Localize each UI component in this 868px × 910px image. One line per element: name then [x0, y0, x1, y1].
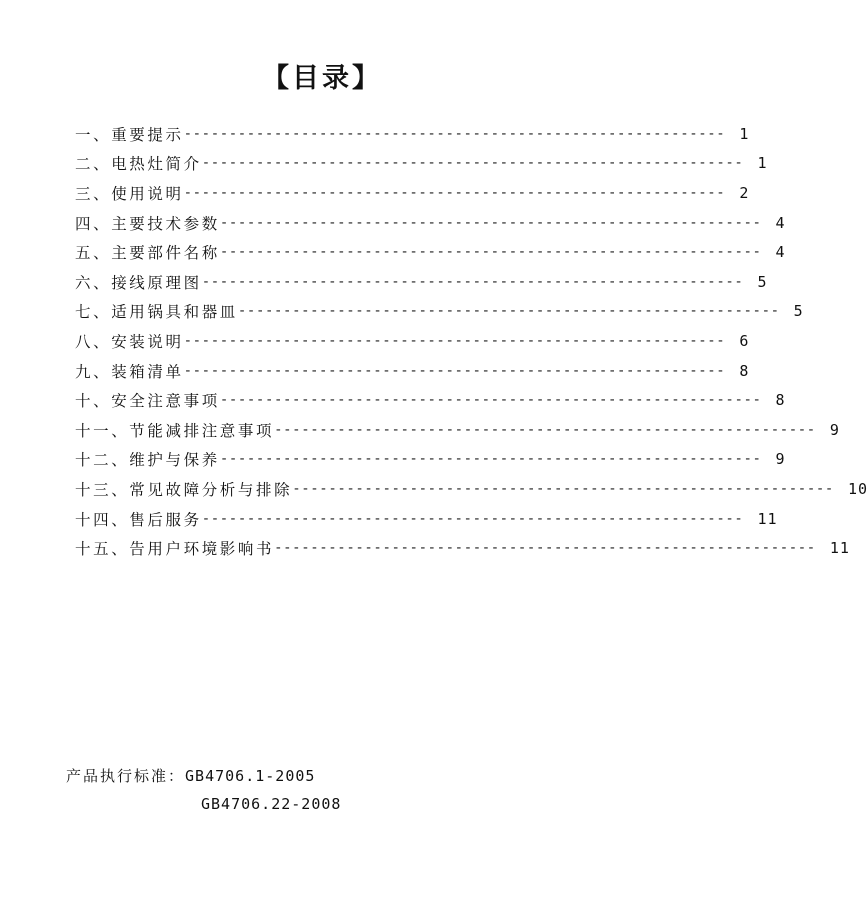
standard-code: GB4706.1-2005: [185, 767, 316, 785]
toc-entry: [75, 149, 768, 179]
toc-entry-page: 9: [829, 420, 840, 439]
toc-dot-leader: ------------------------------------------------------------: [183, 184, 726, 201]
toc-entry-label: 三、使用说明: [75, 184, 184, 203]
toc-entry-page: 4: [775, 213, 786, 232]
toc-entry-page: 10: [847, 479, 868, 498]
toc-dot-leader: ------------------------------------------------------------: [219, 214, 762, 231]
toc-entry-page: 1: [739, 124, 750, 143]
toc-entry: [75, 178, 750, 208]
toc-entry-page: 11: [829, 539, 850, 558]
toc-entry: [75, 533, 850, 563]
toc-entry: [75, 445, 786, 475]
standard-code: GB4706.22-2008: [201, 795, 342, 813]
toc-dot-leader: ------------------------------------------------------------: [183, 125, 726, 142]
toc-entry-label: 四、主要技术参数: [75, 214, 220, 233]
toc-entry-label: 八、安装说明: [75, 332, 184, 351]
toc-entry-label: 十、安全注意事项: [75, 392, 220, 411]
toc-dot-leader: ------------------------------------------------------------: [201, 273, 744, 290]
standard-line: [66, 790, 341, 818]
product-standard: [66, 762, 341, 818]
toc-entry: [75, 385, 786, 415]
toc-entry: [75, 326, 750, 356]
toc-entry-label: 十五、告用户环境影响书: [75, 540, 275, 559]
toc-dot-leader: ------------------------------------------------------------: [183, 362, 726, 379]
toc-entry-page: 5: [793, 302, 804, 321]
toc-entry-label: 十二、维护与保养: [75, 451, 220, 470]
toc-entry-page: 2: [739, 183, 750, 202]
toc-entry-page: 9: [775, 450, 786, 469]
toc-dot-leader: ------------------------------------------------------------: [219, 392, 762, 409]
standard-line: [66, 762, 341, 790]
toc-entry: [75, 504, 778, 534]
toc-dot-leader: ------------------------------------------------------------: [274, 421, 816, 438]
toc-entry: [75, 415, 840, 445]
toc-entry: [75, 208, 786, 238]
toc-entry: [75, 267, 768, 297]
toc-entry-label: 十一、节能减排注意事项: [75, 421, 275, 440]
toc-entry-page: 6: [739, 331, 750, 350]
toc-dot-leader: ------------------------------------------------------------: [183, 332, 726, 349]
toc-dot-leader: ------------------------------------------------------------: [274, 540, 816, 557]
table-of-contents: [75, 119, 868, 563]
toc-dot-leader: ------------------------------------------------------------: [201, 510, 744, 527]
toc-dot-leader: ------------------------------------------------------------: [219, 451, 762, 468]
toc-entry-label: 十三、常见故障分析与排除: [75, 480, 293, 499]
toc-entry-label: 十四、售后服务: [75, 510, 202, 529]
standard-label: 产品执行标准：: [66, 767, 186, 785]
toc-entry-page: 8: [739, 361, 750, 380]
toc-entry: [75, 474, 868, 504]
toc-dot-leader: ------------------------------------------------------------: [219, 244, 762, 261]
toc-entry: [75, 119, 750, 149]
toc-entry-label: 二、电热灶简介: [75, 155, 202, 174]
page-title: 【目录】: [262, 63, 382, 94]
toc-dot-leader: ------------------------------------------------------------: [201, 155, 744, 172]
toc-entry-page: 8: [775, 391, 786, 410]
toc-entry-label: 一、重要提示: [75, 125, 184, 144]
toc-entry-page: 5: [757, 272, 768, 291]
toc-entry-page: 1: [757, 154, 768, 173]
toc-entry-label: 五、主要部件名称: [75, 244, 220, 263]
toc-entry: [75, 297, 804, 327]
toc-dot-leader: ------------------------------------------------------------: [237, 303, 780, 320]
toc-entry-page: 11: [757, 509, 778, 528]
toc-entry-label: 九、装箱清单: [75, 362, 184, 381]
toc-entry-page: 4: [775, 243, 786, 262]
toc-entry: [75, 356, 750, 386]
toc-entry: [75, 237, 786, 267]
toc-dot-leader: ------------------------------------------------------------: [292, 480, 834, 497]
toc-entry-label: 六、接线原理图: [75, 273, 202, 292]
toc-entry-label: 七、适用锅具和器皿: [75, 303, 238, 322]
